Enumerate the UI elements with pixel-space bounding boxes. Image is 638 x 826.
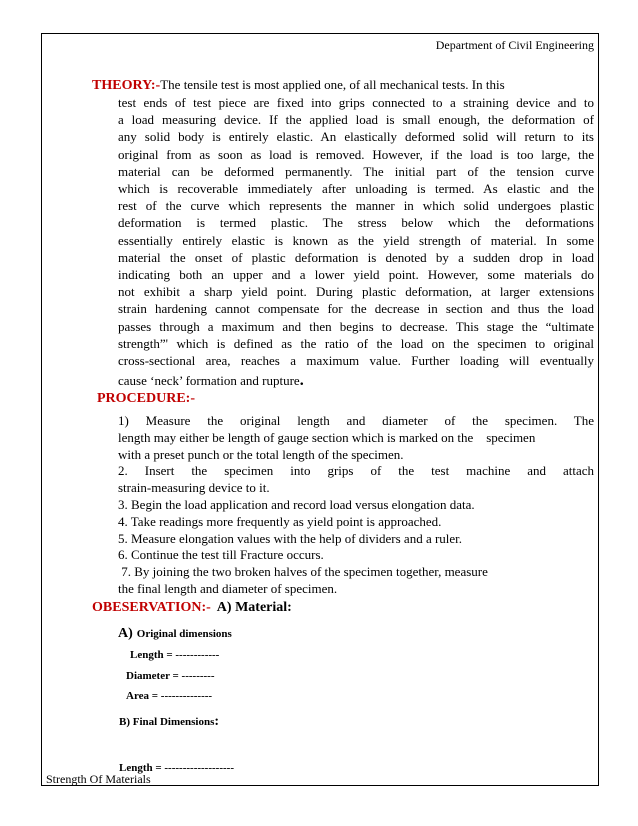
theory-line: deformation is termed plastic. The stress below which the deformations (118, 215, 594, 231)
theory-line: cross-sectional area, reaches a maximum value. Further loading will eventually (118, 353, 594, 368)
theory-line: material the onset of plastic deformation is denoted by a sudden drop in load (118, 249, 594, 265)
theory-line: rest of the curve which represents the manner in which solid undergoes plastic (118, 198, 594, 214)
final-colon: : (214, 714, 220, 729)
final-label-text: B) Final Dimensions (119, 716, 215, 728)
theory-line: indicating both an upper and a lower yield point. However, some materials do (118, 267, 594, 282)
original-length: Length = ------------ (130, 649, 220, 661)
original-dimensions-label (118, 624, 232, 642)
procedure-step-line: the final length and diameter of specimen. (118, 581, 338, 596)
theory-line: passes through a maximum and then begins to decrease. This stage the “ultimate (118, 318, 594, 334)
procedure-step-line: with a preset punch or the total length of the specimen. (118, 446, 404, 462)
procedure-step-line: 1) Measure the original length and diameter of the specimen. The (118, 413, 594, 428)
procedure-heading: PROCEDURE:- (97, 391, 195, 406)
theory-line: original from as soon as load is removed. However, if the load is too large, the (118, 146, 594, 162)
theory-line: strain hardening cannot compensate for the decrease in section and thus the load (118, 301, 594, 317)
procedure-step-line: 7. By joining the two broken halves of the specimen together, measure (118, 564, 488, 580)
procedure-step-line: 2. Insert the specimen into grips of the test machine and attach (118, 463, 594, 479)
subject-footer: Strength Of Materials (46, 772, 151, 786)
theory-line: test ends of test piece are fixed into grips connected to a straining device and to (118, 95, 594, 110)
original-prefix: A) (118, 626, 133, 641)
final-length: Length = ------------------- (119, 762, 234, 774)
procedure-step-line: length may either be length of gauge section which is marked on the specimen (118, 429, 536, 445)
theory-first-line (92, 77, 505, 94)
final-dimensions-label (119, 712, 219, 730)
procedure-step-line: strain-measuring device to it. (118, 480, 270, 496)
procedure-step-line: 5. Measure elongation values with the help of dividers and a ruler. (118, 530, 463, 546)
procedure-step-line: 6. Continue the test till Fracture occurs. (118, 547, 324, 563)
theory-line: strength”' which is defined as the ratio of the load on the specimen to original (118, 335, 594, 351)
theory-line: material can be deformed permanently. The initial part of the tension curve (118, 163, 594, 179)
theory-line: which is recoverable immediately after unloading is termed. As elastic and the (118, 181, 594, 196)
theory-heading: THEORY:- (92, 78, 161, 93)
original-area: Area = -------------- (126, 690, 213, 702)
theory-closing-line (118, 372, 304, 390)
original-diameter: Diameter = --------- (126, 670, 215, 682)
theory-line: essentially entirely elastic is known as the yield strength of material. In some (118, 232, 594, 248)
procedure-step-line: 4. Take readings more frequently as yield point is approached. (118, 513, 442, 529)
original-label-text: Original dimensions (136, 628, 232, 640)
theory-closing-text: cause ‘neck’ formation and rupture (118, 373, 300, 388)
theory-line: a load measuring device. If the applied load is small enough, the deformation of (118, 112, 594, 128)
theory-closing-period: . (299, 372, 304, 389)
observation-heading: OBESERVATION:- (92, 600, 211, 615)
department-header: Department of Civil Engineering (435, 38, 594, 52)
theory-intro-text: The tensile test is most applied one, of all mechanical tests. In this (160, 77, 505, 92)
observation-line (92, 600, 292, 616)
theory-line: any solid body is entirely elastic. An elastically deformed solid will return to its (118, 129, 594, 145)
material-label: A) Material: (216, 600, 292, 615)
procedure-step-line: 3. Begin the load application and record load versus elongation data. (118, 497, 475, 512)
theory-line: not exhibit a sharp yield point. During plastic deformation, at larger extensions (118, 284, 594, 300)
